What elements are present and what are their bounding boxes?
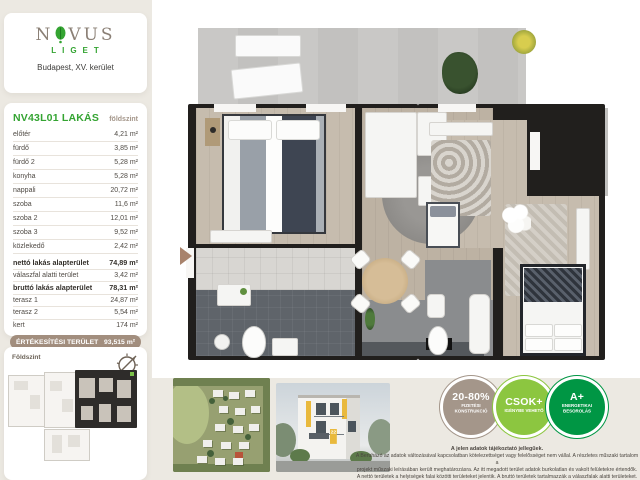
miniplan-room [117,406,131,422]
legal-disclaimer [355,445,639,480]
siteplan-park [173,382,209,444]
room-label: előtér [13,131,31,138]
room-label: szoba 2 [13,215,38,222]
miniplan-room [79,378,95,398]
miniplan-room [99,378,113,392]
street-name-sign [309,433,329,439]
kitchen-plant [365,308,375,330]
table-row [13,320,138,332]
leaf-icon [54,26,67,44]
building-miniplan-card [4,347,147,480]
siteplan-tree [207,450,214,457]
brand-text-left: N [35,25,54,45]
badge-title: CSOK+ [505,396,543,408]
brand-logo [4,25,147,45]
siteplan-tree [223,396,228,401]
dresser [210,230,272,243]
unit-card-header [4,103,147,128]
summary-label: terasz 1 [13,296,38,304]
brand-text-right: VUS [68,25,116,45]
building-number-sign [330,429,337,444]
room-label: közlekedő [13,243,45,250]
siteplan-building [221,442,231,449]
siteplan-aerial-photo [173,378,270,472]
badge-energy-rating [549,379,605,435]
table-row [13,198,138,212]
miniplan-detail [52,435,62,453]
table-row-gross-area [13,282,138,295]
room-label: nappali [13,187,36,194]
disclaimer-line: A Beruházó az adatok változásával kapcsolatban kötelezettséget vagy felelősséget nem vállal. A részletes műszaki tartalom a [355,452,639,466]
summary-label: bruttó lakás alapterület [13,283,93,293]
terrace-plant-green [442,52,478,94]
total-value: 93,515 m² [104,338,135,346]
siteplan-building [213,390,223,397]
summary-value: 3,42 m² [114,271,138,279]
badge-subtitle: ENERGETIKAI BESOROLÁS [561,403,593,414]
summary-value: 5,54 m² [114,309,138,317]
disclaimer-title: A jelen adatok tájékoztató jellegűek. [450,445,544,451]
miniplan-detail [14,381,28,390]
bathtub [469,294,490,354]
window [316,421,326,433]
room-label: szoba 3 [13,229,38,236]
siteplan-trees-border [173,464,270,472]
miniplan-detail [30,395,40,409]
siteplan-marked-building [235,452,243,458]
unit-floor-label: földszint [109,116,138,123]
badge-csok [496,379,552,435]
total-label: ÉRTÉKESÍTÉSI TERÜLET [16,338,99,346]
siteplan-building [215,424,225,431]
siteplan-tree [209,398,215,404]
miniplan-room [81,406,93,420]
window [348,421,356,432]
summary-value: 174 m² [116,321,138,329]
disclaimer-line: A nettó területek a helyiségek falai közötti területeket jelentik. A bruttó területek tartalmazzák a válaszfalak alatti területeket. [356,473,638,480]
bed-1-pillow-right [276,120,320,140]
table-row [13,170,138,184]
terrace-2-door [530,132,540,170]
bed-3-pillow [554,338,582,351]
room-label: fürdő [13,145,29,152]
bed-3-pillow [525,338,553,351]
summary-value: 74,89 m² [109,258,138,268]
table-row [13,240,138,254]
room-table [4,128,147,331]
washing-machine [272,338,298,356]
entry-arrow-icon [180,247,192,265]
summary-label: terasz 2 [13,309,38,317]
table-row [13,226,138,240]
wardrobe-2 [429,122,493,136]
unit-title: NV43L01 LAKÁS [13,112,100,124]
terrace-door-1 [214,104,256,112]
window [316,403,326,415]
siteplan-building [233,458,243,465]
table-row [13,270,138,283]
siteplan-building [251,406,260,413]
summary-label: kert [13,321,25,329]
building-roof [298,395,360,398]
room-value: 5,28 m² [114,159,138,166]
siteplan-tree [227,418,234,425]
room-value: 5,28 m² [114,173,138,180]
badge-subtitle: IGÉNYBE VEHETŐ [504,408,544,413]
window [330,403,339,415]
room-value: 4,21 m² [114,131,138,138]
table-row [13,212,138,226]
vanity-plant [240,288,247,295]
building-number: 22 [330,429,337,435]
toilet-1 [242,326,266,358]
sink-pedestal [214,334,230,350]
toilet-2 [428,326,448,355]
terrace-door-3 [438,104,476,112]
bed-1-pillow-left [228,120,272,140]
badge-payment-construction [443,379,499,435]
miniplan-highlighted-unit [75,370,137,428]
miniplan-unit-marker [130,372,134,376]
room-value: 9,52 m² [114,229,138,236]
siteplan-building [219,406,228,413]
siteplan-building [215,458,225,465]
sink-2 [427,294,445,318]
terrace-plant-yellow [512,30,536,54]
room-label: fürdő 2 [13,159,35,166]
brand-subtitle: LIGET [51,46,105,55]
table-row [13,142,138,156]
siteplan-building [245,390,255,397]
floorplan [186,8,640,372]
sofa [365,112,417,198]
siteplan-building [197,456,207,463]
table-row [13,184,138,198]
badge-title: 20-80% [452,391,490,403]
terrace-door-2 [306,104,346,112]
bed-3-pillow [525,324,553,337]
siteplan-trees-border [263,378,270,472]
summary-value: 24,87 m² [110,296,138,304]
sun-lounger-1 [235,35,301,57]
badge-title: A+ [569,391,585,403]
siteplan-building [239,442,249,449]
badge-subtitle: FIZETÉSI KONSTRUKCIÓ [454,403,488,414]
kitchen-counter [362,342,484,356]
table-row [13,128,138,142]
balcony-rail [314,416,344,417]
miniplan-room [99,404,111,422]
dining-table [362,258,408,304]
siteplan-building [249,424,259,431]
miniplan-detail [62,399,73,412]
room-label: konyha [13,173,36,180]
miniplan-room [117,380,131,398]
room-value: 3,85 m² [114,145,138,152]
table-row-net-area [13,257,138,270]
siteplan-building [203,440,212,447]
summary-label: válaszfal alatti terület [13,271,79,279]
summary-label: nettó lakás alapterület [13,258,89,268]
bed-3-blanket [524,268,582,302]
room-label: szoba [13,201,32,208]
bed-2-pillow [430,206,456,217]
disclaimer-line: projekt műszaki leírásában került meghatározásra. Az itt megadott terület adatok burkolatlan és vakolt felületekre értendők. [356,466,638,473]
room-value: 12,01 m² [110,215,138,222]
brand-location: Budapest, XV. kerület [37,63,114,72]
summary-value: 78,31 m² [109,283,138,293]
table-row [13,295,138,308]
room-value: 20,72 m² [110,187,138,194]
siteplan-building [229,392,239,399]
wardrobe-3 [576,208,590,270]
facade-yellow-stripe [306,401,311,427]
bed-3-pillow [554,324,582,337]
room-value: 11,6 m² [114,201,138,208]
siteplan-tree [245,434,251,440]
table-row [13,156,138,170]
miniplan-detail [68,435,80,447]
siteplan-trees-border [173,378,270,386]
room-value: 2,42 m² [114,243,138,250]
siteplan-building [233,426,243,433]
unit-data-card [4,103,147,346]
siteplan-building [235,408,245,415]
miniplan-floor-label: Földszint [12,354,41,361]
miniplan-stairwell [44,429,90,461]
vanity-cabinet [217,284,251,306]
miniplan-detail [50,381,62,391]
table-row [13,307,138,320]
lamp [210,127,216,133]
logo-card [4,13,147,93]
flower-decor [501,204,531,236]
